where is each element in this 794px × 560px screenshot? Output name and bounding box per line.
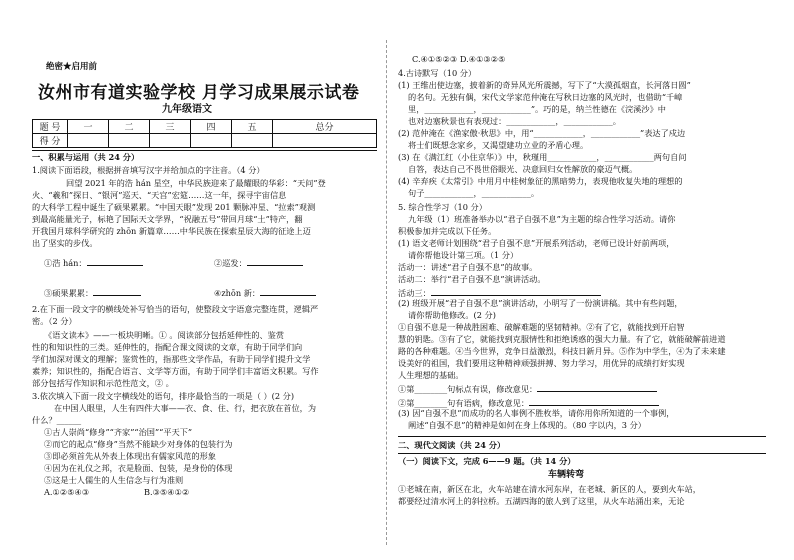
q5-text: 请你帮他设计第三项。（1 分） [408, 250, 519, 260]
q1-text: 出了坚实的步伐。 [32, 238, 98, 248]
q5-text: 九年级（1）班准备举办以“君子自强不息”为主题的综合性学习活动。请你 [408, 214, 676, 224]
q1-text: 的大科学工程中诞生了硕果累累。“中国天眼”发现 201 颗脉冲星、“拉索”观测 [32, 202, 316, 212]
speech-text: 设美好的祖国，我们要用这种精神顽强拼搏、努力学习，用优异的成绩打好实现 [398, 358, 685, 368]
answer-blank[interactable] [260, 286, 316, 296]
q5-text: 活动一：讲述“君子自强不息”的故事。 [398, 262, 538, 272]
answer-blank[interactable] [93, 286, 141, 296]
q4-text: (3) 在《满江红（小住京华）》中，秋瑾用____________，____________两句自问 [398, 152, 687, 162]
q5-text: (1) 语文老师计划围绕“君子自强不息”开展系列活动，老师已设计好前两项， [398, 238, 675, 248]
q1-blank-3 [44, 286, 141, 299]
q4-text: 将士们既想念家乡，又渴望建功立业的矛盾心理。 [408, 140, 589, 150]
score-cell: 三 [150, 120, 191, 134]
q1-blank-label: ①浩 hán： [44, 258, 87, 268]
score-input-cell[interactable] [109, 134, 150, 148]
q2-prompt: 2.在下面一段文字的横线处补写恰当的语句，使整段文字语意完整连贯，逻辑严 [32, 304, 319, 314]
score-table [32, 119, 377, 148]
section-rule [398, 453, 766, 454]
q4-text: 里，____________，____________”。巧的是，纳兰性德在《浣溪沙》中 [408, 104, 666, 114]
q1-text: 火、“羲和”探日、“银河”巡天、“天宫”宏筵……这一年，探寻宇宙信息 [32, 190, 287, 200]
score-input-cell[interactable] [68, 134, 109, 148]
q2-text: 部分包括写作知识和示范性范文，② 。 [32, 378, 174, 388]
q3-option: ③即必须首先从外表上体现出有儒家风范的形象 [44, 451, 216, 461]
q5-text: (3) 因“自强不息”而成功的名人事例不胜枚举，请你用你所知道的一个事例， [398, 408, 675, 418]
q3-option: ⑤这是士人儒生的人生信念与行为准则 [44, 475, 184, 485]
score-cell: 二 [109, 120, 150, 134]
q5-text: 请你帮助他修改。(2 分) [408, 310, 496, 320]
q3-option: ②而它的起点“修身”当然不能缺少对身体的包装行为 [44, 439, 233, 449]
q4-text: (1) 王维出使边塞，披着新的奇异风光所震撼，写下了“大漠孤烟直，长河落日圆” [398, 80, 691, 90]
score-table-header-row [33, 120, 377, 134]
score-cell: 总分 [273, 120, 377, 134]
q3-choice-cd[interactable]: C.④①⑤②③ D.④①③②⑤ [412, 54, 506, 64]
secret-label: 绝密★启用前 [46, 62, 98, 72]
speech-text: 路的各种难题。④当今世界，竞争日益激烈，科技日新月异。⑤作为中学生，④为了未来建 [398, 346, 726, 356]
q1-blank-label: ④zhōn 新： [214, 288, 261, 298]
q1-blank-4 [214, 286, 316, 299]
speech-text: ①自强不息是一种战胜困难、破解难题的坚韧精神。②有了它，就能找到开启智 [398, 322, 685, 332]
essay-text: 都要经过清水河上的斜拉桥。五湖四海的旅人到了这里，从火车站涌出来，无论 [398, 496, 685, 506]
section-rule [32, 150, 377, 151]
q3-choice-a[interactable]: A.①②⑤④③ [44, 487, 90, 497]
speech-text: 慧的钥匙。③有了它，就能找到克服情性和拒绝诱惑的强大力量。有了它，就能破解前进道 [398, 334, 726, 344]
q1-text: 开我国月球科学研究的 zhōn 新篇章……中华民族在探索星辰大海的征途上迈 [32, 226, 311, 236]
score-cell: 题 号 [33, 120, 68, 134]
q3-text: 在中国人眼里，人生有四件大事——衣、食、住、行，把衣放在首位，为 [54, 403, 317, 413]
q2-text: 性的和知识性的三类。延伸性的，指配合课文阅读的文章，有助于同学们向 [32, 342, 303, 352]
fix-label: ①第________句标点有误，修改意见： [398, 384, 538, 394]
q1-blank-2 [214, 256, 303, 269]
section-2-heading: 二、现代文阅读（共 24 分） [398, 440, 506, 450]
q2-text: 素养；知识性的，指配合语言、文学等方面，有助于同学们丰富语文积累。写作 [32, 366, 319, 376]
score-input-cell[interactable] [273, 134, 377, 148]
column-divider [386, 40, 387, 545]
q3-option: ④因为在礼仪之邦，衣是脸面、包装，是身份的体现 [44, 463, 233, 473]
q1-prompt: 1.阅读下面语段，根据拼音填写汉字并给加点的字注音。（4 分） [32, 165, 265, 175]
answer-blank[interactable] [87, 256, 143, 266]
q5-text: 积极参加并完成以下任务。 [398, 226, 497, 236]
q5-text: 阐述“自强不息”的精神是如何在身上体现的。（80 字以内，3 分） [408, 420, 646, 430]
essay-title: 车辆转弯 [548, 470, 585, 480]
answer-blank[interactable] [431, 286, 601, 296]
q2-text: 密。（2 分） [32, 316, 77, 326]
score-cell: 四 [191, 120, 232, 134]
q1-text: 回望 2021 年的浩 hán 星空，中华民族迎来了最耀眼的华彩：“天问”登 [66, 178, 326, 188]
q5-text: (2) 班级开展“君子自强不息”演讲活动，小明写了一份演讲稿。其中有些问题， [398, 298, 683, 308]
answer-blank[interactable] [537, 382, 657, 392]
section-1-heading: 一、积累与运用（共 24 分） [32, 152, 140, 162]
q2-text: 学们加深对课文的理解；鉴赏性的，指那些文学作品，有助于同学们提升文学 [32, 354, 311, 364]
subject-label: 九年级语文 [162, 104, 212, 115]
q1-blank-1 [44, 256, 143, 269]
speech-text: 人生理想的基础。 [398, 370, 464, 380]
q4-text: 的名句。无独有偶，宋代文学家范仲淹在写秋日边塞的风光时，也借助“千嶂 [408, 92, 683, 102]
q4-text: 也对边塞秋景也有表现过：____________，____________。 [408, 116, 621, 126]
q3-prompt: 3.依次填入下面一段文字横线处的语句，排序最恰当的一项是（ ）(2 分) [32, 391, 295, 401]
q4-prompt: 4.古诗默写（10 分） [398, 68, 477, 78]
q3-option: ①古人崇尚“修身”“齐家”“治国”“平天下” [44, 427, 193, 437]
activity-3-label: 活动三： [398, 288, 431, 298]
q4-text: 自答，表达自己不畏世俗眼光、决意回归女性解放的豪迈气概。 [408, 164, 638, 174]
reading-subsection: （一）阅读下文，完成 6——9 题。（共 14 分） [398, 456, 576, 466]
q2-text: 《语文读本》——一板块明晰。① 。阅读部分包括延伸性的、鉴赏 [44, 330, 285, 340]
score-cell: 五 [232, 120, 273, 134]
q3-text: 什么？______ [32, 415, 82, 425]
score-cell: 得 分 [33, 134, 68, 148]
score-input-cell[interactable] [232, 134, 273, 148]
q5-text: 活动二：举行“君子自强不息”演讲活动。 [398, 274, 546, 284]
q5-fix-1 [398, 382, 657, 395]
score-input-cell[interactable] [191, 134, 232, 148]
fix-label: ②第________句有语病，修改意见： [398, 398, 530, 408]
q5-prompt: 5. 综合性学习（10 分） [398, 202, 487, 212]
q4-text: 句子____________，____________。 [408, 188, 540, 198]
score-table-score-row [33, 134, 377, 148]
exam-title: 汝州市有道实验学校 月学习成果展示试卷 [38, 83, 360, 103]
q1-blank-label: ②巡发： [214, 258, 247, 268]
essay-text: ①老城在南，新区在北，火车站建在清水河东岸，在老城、新区的人，要到火车站， [398, 484, 701, 494]
answer-blank[interactable] [247, 256, 303, 266]
score-input-cell[interactable] [150, 134, 191, 148]
q1-text: 到最高能量光子，标艳了国际天文学界，“祝融五号”带回月球“土”特产，翻 [32, 214, 303, 224]
section-rule [398, 436, 766, 437]
q4-text: (2) 范仲淹在《渔家傲·秋思》中，用“____________，____________”表达了戍边 [398, 128, 686, 138]
q1-blank-label: ③硕果累累： [44, 288, 94, 298]
score-cell: 一 [68, 120, 109, 134]
q4-text: (4) 辛弃疾《太常引》中用月中桂树象征的黑暗势力，表现他收复失地的理想的 [398, 176, 683, 186]
answer-blank[interactable] [529, 396, 659, 406]
q3-choice-b[interactable]: B.③⑤④①② [144, 487, 190, 497]
